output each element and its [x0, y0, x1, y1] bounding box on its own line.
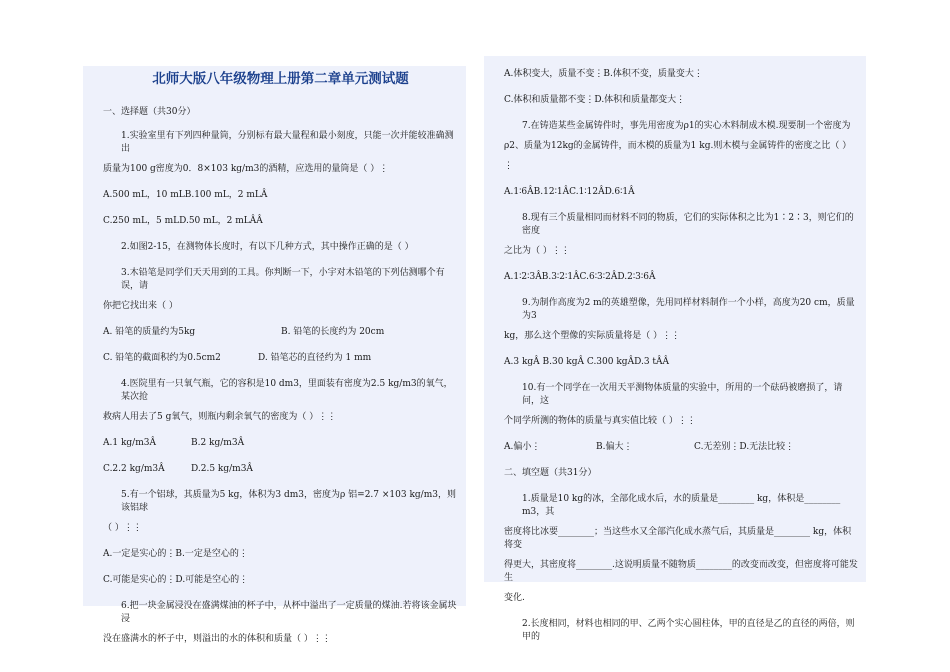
question-5-options-ab: A.一定是实心的⋮B.一定是空心的⋮ — [103, 549, 248, 559]
question-4-line-1: 4.医院里有一只氧气瓶，它的容积是10 dm3，里面装有密度为2.5 kg/m3的氧气，某次抢 — [121, 379, 453, 402]
question-10-option-cd: C.无差别⋮D.无法比较⋮ — [694, 442, 795, 452]
question-4-option-d: D.2.5 kg/m3Â — [191, 464, 253, 474]
question-3-line-2: 你把它找出来（ ） — [103, 301, 178, 311]
question-1-options-cd: C.250 mL，5 mLD.50 mL，2 mLÂÂ — [103, 216, 263, 226]
question-10-option-b: B.偏大⋮ — [596, 442, 633, 452]
question-4-option-c: C.2.2 kg/m3Â — [103, 464, 165, 474]
question-3-options-ab — [103, 326, 458, 339]
question-8-line-2: 之比为（ ）⋮⋮ — [504, 246, 570, 256]
question-7-line-1: 7.在铸造某些金属铸件时，事先用密度为ρ1的实心木料制成木模.现要制一个密度为 — [522, 121, 851, 131]
left-column — [83, 66, 466, 644]
question-10-line-1: 10.有一个同学在一次用天平测物体质量的实验中，所用的一个砝码被磨损了，请问，这 — [522, 383, 843, 406]
question-1-line-2: 质量为100 g密度为0．8×103 kg/m3的酒精，应选用的量筒是（ ）⋮ — [103, 164, 389, 174]
question-3-option-b: B. 铅笔的长度约为 20cm — [281, 327, 385, 337]
question-3-option-d: D. 铅笔芯的直径约为 1 mm — [258, 353, 372, 363]
fill-1-line-1: 1.质量是10 kg的冰，全部化成水后，水的质量是________ kg，体积是________ m3，其 — [522, 494, 841, 517]
fill-1-line-2: 密度将比冰要________；当这些水又全部汽化成水蒸气后，其质量是________ kg，体积将变 — [504, 527, 852, 550]
fill-1-line-4: 变化. — [504, 593, 525, 603]
section-fill-in-heading: 二、填空题（共31分） — [504, 468, 597, 478]
question-6-line-2: 没在盛满水的杯子中，则溢出的水的体积和质量（ ）⋮⋮ — [103, 634, 331, 644]
question-7-options: A.1∶6ÂB.12∶1ÂC.1∶12ÂD.6∶1Â — [504, 187, 635, 197]
question-7-line-3: ⋮ — [504, 161, 513, 171]
question-6-line-1: 6.把一块金属浸没在盛满煤油的杯子中，从杯中溢出了一定质量的煤油.若将该金属块浸 — [121, 601, 457, 624]
question-4-line-2: 救病人用去了5 g氧气，则瓶内剩余氧气的密度为（ ）⋮⋮ — [103, 412, 337, 422]
question-10-line-2: 个同学所测的物体的质量与真实值比较（ ）⋮⋮ — [504, 416, 696, 426]
question-9-line-1: 9.为制作高度为2 m的英雄塑像，先用同样材料制作一个小样，高度为20 cm，质量为3 — [522, 298, 855, 321]
question-2: 2.如图2-15，在测物体长度时，有以下几种方式，其中操作正确的是（ ） — [121, 242, 414, 252]
fill-2-line-1: 2.长度相同，材料也相同的甲、乙两个实心圆柱体，甲的直径是乙的直径的两倍，则甲的 — [522, 619, 855, 642]
question-3-option-a: A. 铅笔的质量约为5kg — [103, 327, 196, 337]
question-6-options-cd: C.体积和质量都不变⋮D.体积和质量都变大⋮ — [504, 95, 686, 105]
question-9-line-2: kg，那么这个塑像的实际质量将是（ ）⋮⋮ — [504, 331, 681, 341]
question-5-line-2: （ ）⋮⋮ — [103, 523, 142, 533]
right-column — [484, 56, 866, 642]
question-3-option-c: C. 铅笔的截面积约为0.5cm2 — [103, 353, 221, 363]
question-5-line-1: 5.有一个铝球，其质量为5 kg，体积为3 dm3，密度为ρ 铝=2.7 ×103 kg/m3，则该铝球 — [121, 490, 456, 513]
question-4-option-b: B.2 kg/m3Â — [191, 438, 245, 448]
document-title: 北师大版八年级物理上册第二章单元测试题 — [152, 71, 409, 87]
question-3-options-cd — [103, 352, 458, 365]
question-8-options: A.1∶2∶3ÂB.3∶2∶1ÂC.6∶3∶2ÂD.2∶3∶6Â — [504, 272, 656, 282]
question-3-line-1: 3.木铅笔是同学们天天用到的工具。你判断一下，小宇对木铅笔的下列估测哪个有误，请 — [121, 268, 445, 291]
fill-1-line-3: 得更大，其密度将________.这说明质量不随物质________的改变而改变，但密度将可能发生 — [504, 560, 858, 583]
question-5-options-cd: C.可能是实心的⋮D.可能是空心的⋮ — [103, 575, 249, 585]
question-9-options: A.3 kgÂ B.30 kgÂ C.300 kgÂD.3 tÂÂ — [504, 357, 670, 367]
question-4-option-a: A.1 kg/m3Â — [103, 438, 156, 448]
question-4-options-ab — [103, 437, 458, 450]
section-multiple-choice-heading: 一、选择题（共30分） — [103, 107, 196, 117]
question-4-options-cd — [103, 463, 458, 476]
question-10-options — [504, 441, 858, 454]
question-8-line-1: 8.现有三个质量相同而材料不同的物质，它们的实际体积之比为1∶2∶3，则它们的密度 — [522, 213, 854, 236]
question-10-option-a: A.偏小⋮ — [504, 442, 541, 452]
question-1-line-1: 1.实验室里有下列四种量筒，分别标有最大量程和最小刻度，只能一次并能较准确测出 — [121, 131, 454, 154]
question-7-line-2: ρ2、质量为12kg的金属铸件，而木模的质量为1 kg.则木模与金属铸件的密度之比（ ） — [504, 141, 852, 151]
question-1-options-ab: A.500 mL，10 mLB.100 mL，2 mLÂ — [103, 190, 268, 200]
question-6-options-ab: A.体积变大，质量不变⋮B.体积不变，质量变大⋮ — [504, 69, 703, 79]
